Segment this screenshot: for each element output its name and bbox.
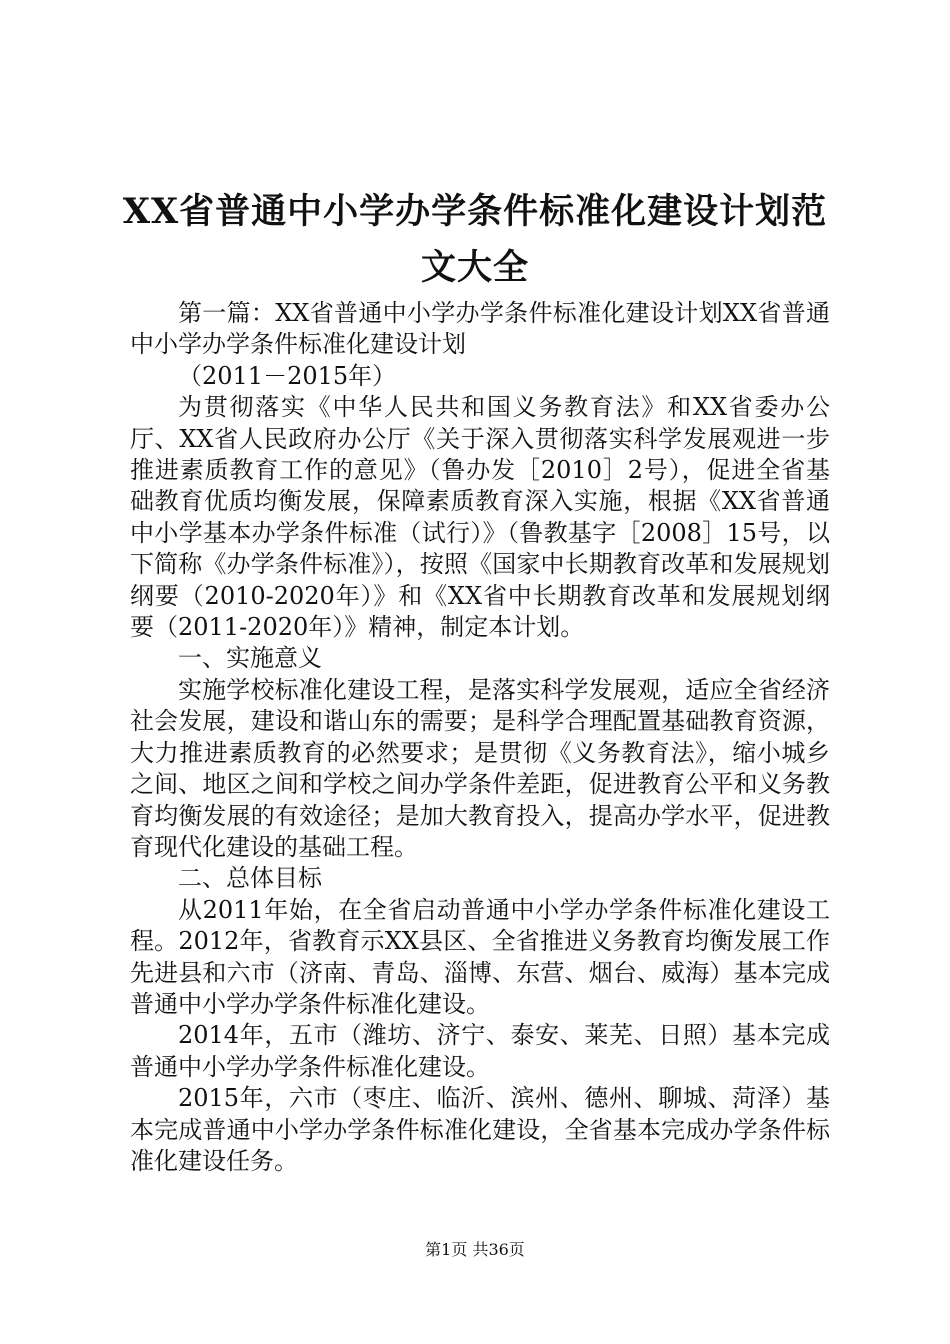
document-body xyxy=(130,298,830,1177)
paragraph: 2014年，五市（潍坊、济宁、泰安、莱芜、日照）基本完成普通中小学办学条件标准化建设。 xyxy=(130,1021,830,1081)
paragraph: （2011－2015年） xyxy=(178,361,397,390)
document-title-line-2: 文大全 xyxy=(420,247,529,288)
paragraph: 从2011年始，在全省启动普通中小学办学条件标准化建设工程。2012年，省教育示XX县区、全省推进义务教育均衡发展工作先进县和六市（济南、青岛、淄博、东营、烟台、威海）基本完成普通中小学办学条件标准化建设。 xyxy=(130,895,830,1018)
paragraph: 实施学校标准化建设工程，是落实科学发展观，适应全省经济社会发展，建设和谐山东的需要；是科学合理配置基础教育资源，大力推进素质教育的必然要求；是贯彻《义务教育法》，缩小城乡之间、地区之间和学校之间办学条件差距，促进教育公平和义务教育均衡发展的有效途径；是加大教育投入，提高办学水平，促进教育现代化建设的基础工程。 xyxy=(130,675,830,861)
paragraph: 为贯彻落实《中华人民共和国义务教育法》和XX省委办公厅、XX省人民政府办公厅《关于深入贯彻落实科学发展观进一步推进素质教育工作的意见》（鲁办发［2010］2号），促进全省基础教育优质均衡发展，保障素质教育深入实施，根据《XX省普通中小学基本办学条件标准（试行）》（鲁教基字［2008］15号，以下简称《办学条件标准》），按照《国家中长期教育改革和发展规划纲要（2010-2020年）》和《XX省中长期教育改革和发展规划纲要（2011-2020年）》精神，制定本计划。 xyxy=(130,393,830,642)
paragraph: 第一篇：XX省普通中小学办学条件标准化建设计划XX省普通中小学办学条件标准化建设计划 xyxy=(130,299,830,359)
page-number-footer: 第1页 共36页 xyxy=(425,1240,525,1259)
section-heading: 二、总体目标 xyxy=(178,864,322,893)
section-heading: 一、实施意义 xyxy=(178,644,322,673)
document-title-line-1: XX省普通中小学办学条件标准化建设计划范 xyxy=(122,191,828,232)
paragraph: 2015年，六市（枣庄、临沂、滨州、德州、聊城、菏泽）基本完成普通中小学办学条件标准化建设，全省基本完成办学条件标准化建设任务。 xyxy=(130,1084,830,1175)
